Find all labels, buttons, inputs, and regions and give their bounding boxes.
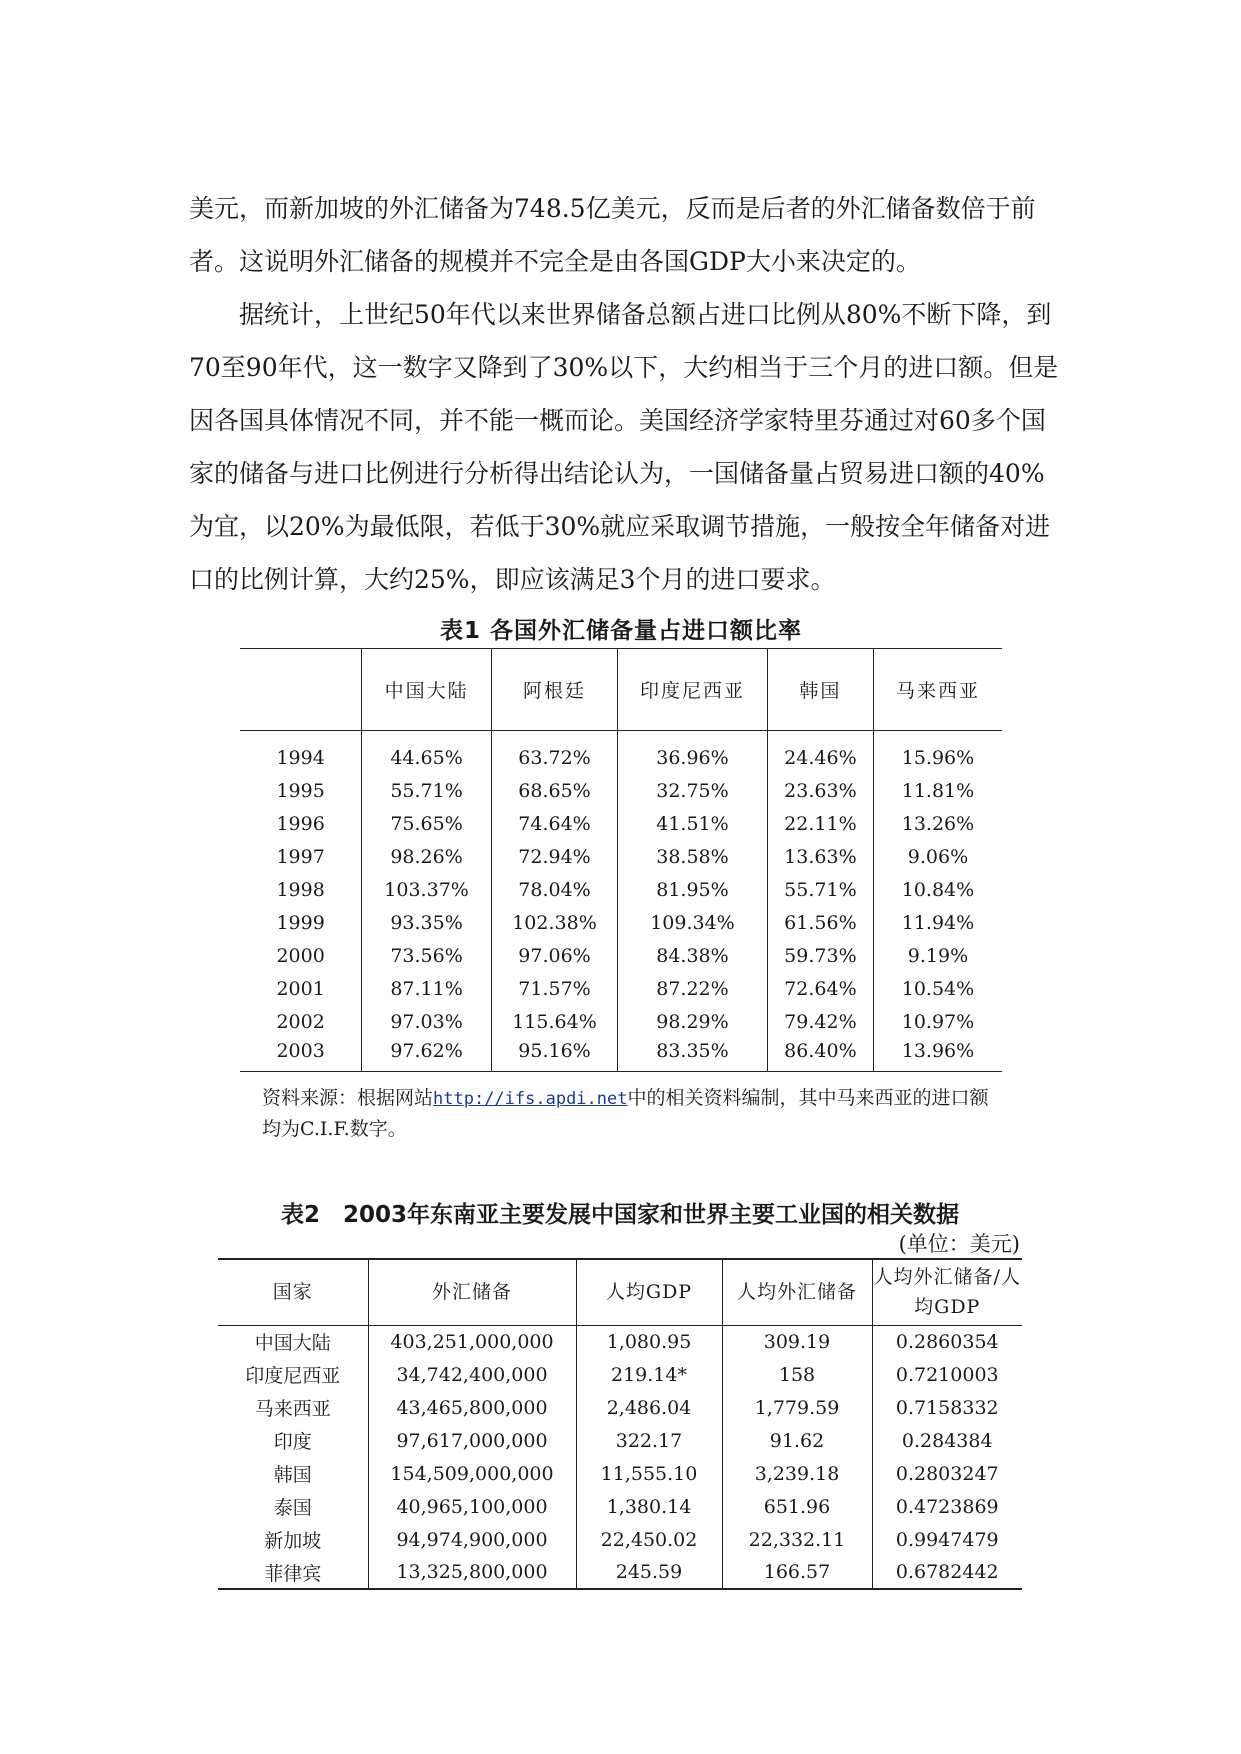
table-cell: 84.38% bbox=[618, 939, 768, 972]
table-cell: 1996 bbox=[276, 812, 325, 835]
table-row bbox=[240, 1038, 1002, 1071]
table-cell: 1,380.14 bbox=[576, 1490, 722, 1523]
table-cell: 309.19 bbox=[722, 1325, 872, 1358]
table-row bbox=[240, 972, 1002, 1005]
source-link[interactable]: http://ifs.apdi.net bbox=[433, 1089, 628, 1109]
table-cell: 83.35% bbox=[618, 1038, 768, 1071]
table-cell: 63.72% bbox=[491, 731, 617, 775]
table-cell: 102.38% bbox=[491, 906, 617, 939]
table-cell: 13.26% bbox=[873, 807, 1002, 840]
table-row bbox=[240, 731, 1002, 775]
table-cell: 22,332.11 bbox=[722, 1523, 872, 1556]
table-cell: 95.16% bbox=[491, 1038, 617, 1071]
paragraph-2: 据统计，上世纪50年代以来世界储备总额占进口比例从80%不断下降，到70至90年代，这一数字又降到了30%以下，大约相当于三个月的进口额。但是因各国具体情况不同，并不能一概而论。美国经济学家特里芬通过对60多个国家的储备与进口比例进行分析得出结论认为，一国储备量占贸易进口额的40%为宜，以20%为最低限，若低于30%就应采取调节措施，一般按全年储备对进口的比例计算，大约25%，即应该满足3个月的进口要求。 bbox=[189, 300, 1059, 594]
table-cell: 81.95% bbox=[618, 873, 768, 906]
table2-unit: (单位：美元) bbox=[898, 1232, 1020, 1256]
table-cell: 38.58% bbox=[618, 840, 768, 873]
table-cell: 44.65% bbox=[362, 731, 492, 775]
table-cell: 94,974,900,000 bbox=[368, 1523, 576, 1556]
table-cell: 72.64% bbox=[767, 972, 873, 1005]
table-cell: 2,486.04 bbox=[576, 1391, 722, 1424]
table-cell: 75.65% bbox=[362, 807, 492, 840]
table1-title: 表1 各国外汇储备量占进口额比率 bbox=[439, 618, 802, 644]
t2-header-cell: 外汇储备 bbox=[368, 1259, 576, 1325]
table-cell: 103.37% bbox=[362, 873, 492, 906]
table-cell: 40,965,100,000 bbox=[368, 1490, 576, 1523]
table-cell: 2003 bbox=[240, 1038, 362, 1071]
table-cell: 9.06% bbox=[873, 840, 1002, 873]
table-cell: 403,251,000,000 bbox=[368, 1325, 576, 1358]
table-cell: 1997 bbox=[276, 845, 325, 868]
t1-header-cell: 中国大陆 bbox=[362, 649, 492, 731]
table-cell: 72.94% bbox=[491, 840, 617, 873]
table-cell: 1,779.59 bbox=[722, 1391, 872, 1424]
table-cell: 651.96 bbox=[722, 1490, 872, 1523]
table-row bbox=[240, 774, 1002, 807]
table-row bbox=[218, 1325, 1022, 1358]
table-cell: 115.64% bbox=[491, 1005, 617, 1038]
table-cell: 0.9947479 bbox=[872, 1523, 1022, 1556]
paragraph-1: 美元，而新加坡的外汇储备为748.5亿美元，反而是后者的外汇储备数倍于前者。这说明外汇储备的规模并不完全是由各国GDP大小来决定的。 bbox=[189, 194, 1036, 276]
table-cell: 1994 bbox=[276, 746, 325, 769]
table-cell: 新加坡 bbox=[264, 1530, 322, 1552]
table-cell: 78.04% bbox=[491, 873, 617, 906]
table-cell: 55.71% bbox=[362, 774, 492, 807]
table-cell: 0.6782442 bbox=[872, 1556, 1022, 1589]
table-cell: 97.06% bbox=[491, 939, 617, 972]
table-cell: 中国大陆 bbox=[254, 1332, 331, 1355]
table-cell: 219.14* bbox=[576, 1358, 722, 1391]
table-cell: 0.2860354 bbox=[872, 1325, 1022, 1358]
table-cell: 24.46% bbox=[767, 731, 873, 775]
table-row bbox=[218, 1556, 1022, 1589]
t1-header-cell: 马来西亚 bbox=[873, 649, 1002, 731]
table-cell: 2000 bbox=[276, 944, 325, 967]
table-cell: 36.96% bbox=[618, 731, 768, 775]
table-cell: 泰国 bbox=[273, 1497, 312, 1519]
table-cell: 0.7158332 bbox=[872, 1391, 1022, 1424]
table-row bbox=[240, 906, 1002, 939]
table-cell: 10.84% bbox=[873, 873, 1002, 906]
table-cell: 74.64% bbox=[491, 807, 617, 840]
table-cell: 22,450.02 bbox=[576, 1523, 722, 1556]
table-row bbox=[240, 840, 1002, 873]
table-cell: 34,742,400,000 bbox=[368, 1358, 576, 1391]
table-cell: 109.34% bbox=[618, 906, 768, 939]
table-row bbox=[240, 1005, 1002, 1038]
table-cell: 11,555.10 bbox=[576, 1457, 722, 1490]
table-cell: 98.29% bbox=[618, 1005, 768, 1038]
table-cell: 61.56% bbox=[767, 906, 873, 939]
table-cell: 97.03% bbox=[362, 1005, 492, 1038]
table-cell: 11.94% bbox=[873, 906, 1002, 939]
table-cell: 印度尼西亚 bbox=[245, 1365, 341, 1387]
table-cell: 3,239.18 bbox=[722, 1457, 872, 1490]
table-row bbox=[218, 1391, 1022, 1424]
t2-header-cell: 人均GDP bbox=[576, 1259, 722, 1325]
table-cell: 9.19% bbox=[873, 939, 1002, 972]
table-cell: 55.71% bbox=[767, 873, 873, 906]
table-cell: 97.62% bbox=[362, 1038, 492, 1071]
table-cell: 1995 bbox=[276, 779, 325, 802]
table2-title: 表2 2003年东南亚主要发展中国家和世界主要工业国的相关数据 bbox=[280, 1202, 960, 1228]
table-cell: 13.63% bbox=[767, 840, 873, 873]
table-cell: 41.51% bbox=[618, 807, 768, 840]
table-cell: 13.96% bbox=[873, 1038, 1002, 1071]
table-cell: 菲律宾 bbox=[218, 1556, 368, 1589]
table-cell: 87.11% bbox=[362, 972, 492, 1005]
table-cell: 印度 bbox=[273, 1431, 312, 1453]
table-cell: 322.17 bbox=[576, 1424, 722, 1457]
table-cell: 韩国 bbox=[273, 1464, 312, 1486]
table-row bbox=[240, 873, 1002, 906]
table-cell: 32.75% bbox=[618, 774, 768, 807]
table-row bbox=[240, 807, 1002, 840]
table-cell: 0.4723869 bbox=[872, 1490, 1022, 1523]
table-cell: 2001 bbox=[276, 977, 325, 1000]
t2-header-cell: 人均外汇储备/人均GDP bbox=[872, 1259, 1022, 1325]
table-cell: 79.42% bbox=[767, 1005, 873, 1038]
table-cell: 245.59 bbox=[576, 1556, 722, 1589]
table-cell: 11.81% bbox=[873, 774, 1002, 807]
t1-header-cell: 印度尼西亚 bbox=[618, 649, 768, 731]
table-cell: 22.11% bbox=[767, 807, 873, 840]
table-cell: 86.40% bbox=[767, 1038, 873, 1071]
table-row bbox=[218, 1523, 1022, 1556]
table-row bbox=[218, 1358, 1022, 1391]
table-cell: 68.65% bbox=[491, 774, 617, 807]
table-cell: 1,080.95 bbox=[576, 1325, 722, 1358]
table1 bbox=[240, 648, 1002, 1072]
table-cell: 马来西亚 bbox=[254, 1398, 331, 1420]
table1-source-note bbox=[262, 1083, 1002, 1144]
table-cell: 71.57% bbox=[491, 972, 617, 1005]
table-cell: 0.2803247 bbox=[872, 1457, 1022, 1490]
table-row bbox=[218, 1457, 1022, 1490]
table-cell: 93.35% bbox=[362, 906, 492, 939]
table-cell: 15.96% bbox=[873, 731, 1002, 775]
table-cell: 43,465,800,000 bbox=[368, 1391, 576, 1424]
table-cell: 10.54% bbox=[873, 972, 1002, 1005]
table-cell: 2002 bbox=[276, 1010, 325, 1033]
table-cell: 73.56% bbox=[362, 939, 492, 972]
t1-header-cell bbox=[240, 649, 362, 731]
table-cell: 98.26% bbox=[362, 840, 492, 873]
table-cell: 158 bbox=[722, 1358, 872, 1391]
table-cell: 97,617,000,000 bbox=[368, 1424, 576, 1457]
table-cell: 1998 bbox=[276, 878, 325, 901]
table-cell: 87.22% bbox=[618, 972, 768, 1005]
table-row bbox=[218, 1424, 1022, 1457]
table-cell: 59.73% bbox=[767, 939, 873, 972]
table-cell: 166.57 bbox=[722, 1556, 872, 1589]
t1-header-cell: 阿根廷 bbox=[491, 649, 617, 731]
table-cell: 10.97% bbox=[873, 1005, 1002, 1038]
t2-header-cell: 人均外汇储备 bbox=[722, 1259, 872, 1325]
t1-header-cell: 韩国 bbox=[767, 649, 873, 731]
source-prefix: 资料来源：根据网站 bbox=[262, 1087, 434, 1109]
table-cell: 0.284384 bbox=[872, 1424, 1022, 1457]
table-cell: 0.7210003 bbox=[872, 1358, 1022, 1391]
t2-header-cell: 国家 bbox=[218, 1259, 368, 1325]
table-cell: 13,325,800,000 bbox=[368, 1556, 576, 1589]
table2 bbox=[218, 1258, 1022, 1590]
table-row bbox=[240, 939, 1002, 972]
table-row bbox=[218, 1490, 1022, 1523]
table-cell: 154,509,000,000 bbox=[368, 1457, 576, 1490]
table-cell: 23.63% bbox=[767, 774, 873, 807]
table-cell: 91.62 bbox=[722, 1424, 872, 1457]
table-cell: 1999 bbox=[276, 911, 325, 934]
source-suffix: 中的相关资料编制，其中马来西亚的进口额均为C.I.F.数字。 bbox=[262, 1087, 989, 1140]
